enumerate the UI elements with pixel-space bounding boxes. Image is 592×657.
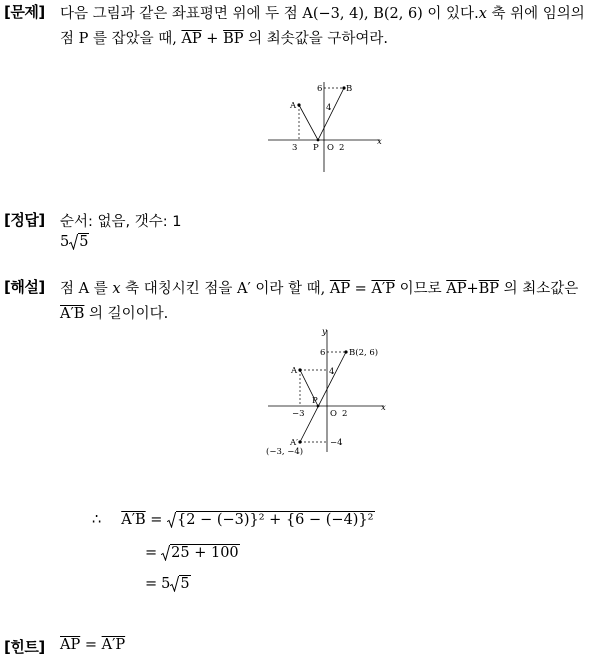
sqrt [167,512,374,528]
eq-sign: = [145,512,168,528]
calc-line-1 [92,512,375,528]
expl-text: 이므로 [394,281,447,297]
segment-aprime-b: A′B [121,512,146,528]
tick-y4: 4 [326,103,332,113]
segment-pb-line [318,88,344,140]
segment-ap: $\overline{AP}$ [446,281,467,297]
segment-bp: $\overline{BP}$ [478,281,500,297]
radical-icon [161,545,170,561]
answer-coef: 5 [60,234,70,250]
answer-label: [정답] [4,211,45,229]
axis-x-label: x [377,137,382,147]
problem-line-2 [60,27,388,48]
label-a: A [291,366,298,376]
point-b [344,350,347,353]
sqrt [69,234,89,250]
label-aprime-coord: (−3, −4) [266,447,304,457]
eq-sign: = [145,576,158,592]
eq-sign: = [80,637,102,653]
label-b: B(2, 6) [349,348,379,358]
tick-ym4: −4 [330,438,343,448]
problem-var-x: x [478,6,487,22]
expl-var-x: x [112,281,121,297]
explanation-label: [해설] [4,278,45,296]
radicand: 5 [79,234,89,250]
point-p [317,139,320,142]
tick-xm3: 3 [292,143,298,153]
problem-text: 다음 그림과 같은 좌표평면 위에 두 점 A(−3, 4), B(2, 6) 이 있다. [60,6,479,22]
explanation-figure [262,326,392,458]
explanation-line-1 [60,277,578,298]
segment-ap-line [299,105,318,140]
axis-y-label: y [322,327,327,337]
eq-sign: = [350,281,372,297]
segment-apprime: A′P [371,281,395,297]
expl-text: 축 대칭시킨 점을 A′ 이라 할 때, [120,281,330,297]
sqrt [161,545,240,561]
segment-bp: $\overline{BP}$ [223,31,244,47]
explanation-line-2 [60,302,168,323]
label-b: B [346,84,353,94]
label-o: O [327,143,334,153]
radical-icon [69,234,78,250]
segment-ap: $\overline{AP}$ [329,281,351,297]
point-a [297,103,300,106]
sqrt [170,576,190,592]
radicand: 5 [180,576,190,592]
problem-text: 점 P 를 잡았을 때, [60,31,182,47]
tick-y6: 6 [317,84,323,94]
plus-sign: + [201,31,224,47]
label-p: P [313,143,319,153]
segment-ap: $\overline{AP}$ [181,31,202,47]
problem-line-1 [60,2,585,23]
point-a [298,368,301,371]
eq-sign: = [145,545,158,561]
expl-text: 의 최소값은 [499,281,579,297]
answer-line-1: 순서: 없음, 갯수: 1 [60,214,182,230]
result-coef: 5 [161,576,171,592]
axis-x-label: x [381,403,386,413]
tick-xm3: −3 [292,409,305,419]
tick-y6: 6 [320,348,326,358]
problem-text: 축 위에 임의의 [486,6,585,22]
segment-aprime-b-line [300,352,346,442]
hint-label: [힌트] [4,638,45,656]
point-aprime [298,440,301,443]
tick-y4: 4 [329,367,335,377]
radicand: 25 + 100 [171,545,239,561]
answer-value [60,234,89,250]
tick-x2: 2 [339,143,345,153]
calc-line-3 [145,576,191,592]
radical-icon [170,576,179,592]
hint-line [60,637,125,653]
expl-text: 의 길이이다. [84,306,169,322]
segment-ap: $\overline{AP}$ [60,637,81,653]
problem-figure [262,78,386,178]
segment-apprime: A′P [101,637,126,653]
plus-sign: + [466,281,479,297]
radical-icon [167,512,176,528]
radicand: {2 − (−3)}² + {6 − (−4)}² [177,512,374,528]
problem-text: 의 최솟값을 구하여라. [243,31,388,47]
label-a: A [290,101,297,111]
problem-label: [문제] [4,3,45,21]
expl-text: 점 A 를 [60,281,113,297]
calc-line-2 [145,545,240,561]
label-p: P [312,396,318,406]
label-o: O [330,409,337,419]
therefore-sign: ∴ [92,512,102,528]
segment-aprime-b: A′B [60,306,85,322]
tick-x2: 2 [342,409,348,419]
label-aprime: A′ [290,438,299,448]
